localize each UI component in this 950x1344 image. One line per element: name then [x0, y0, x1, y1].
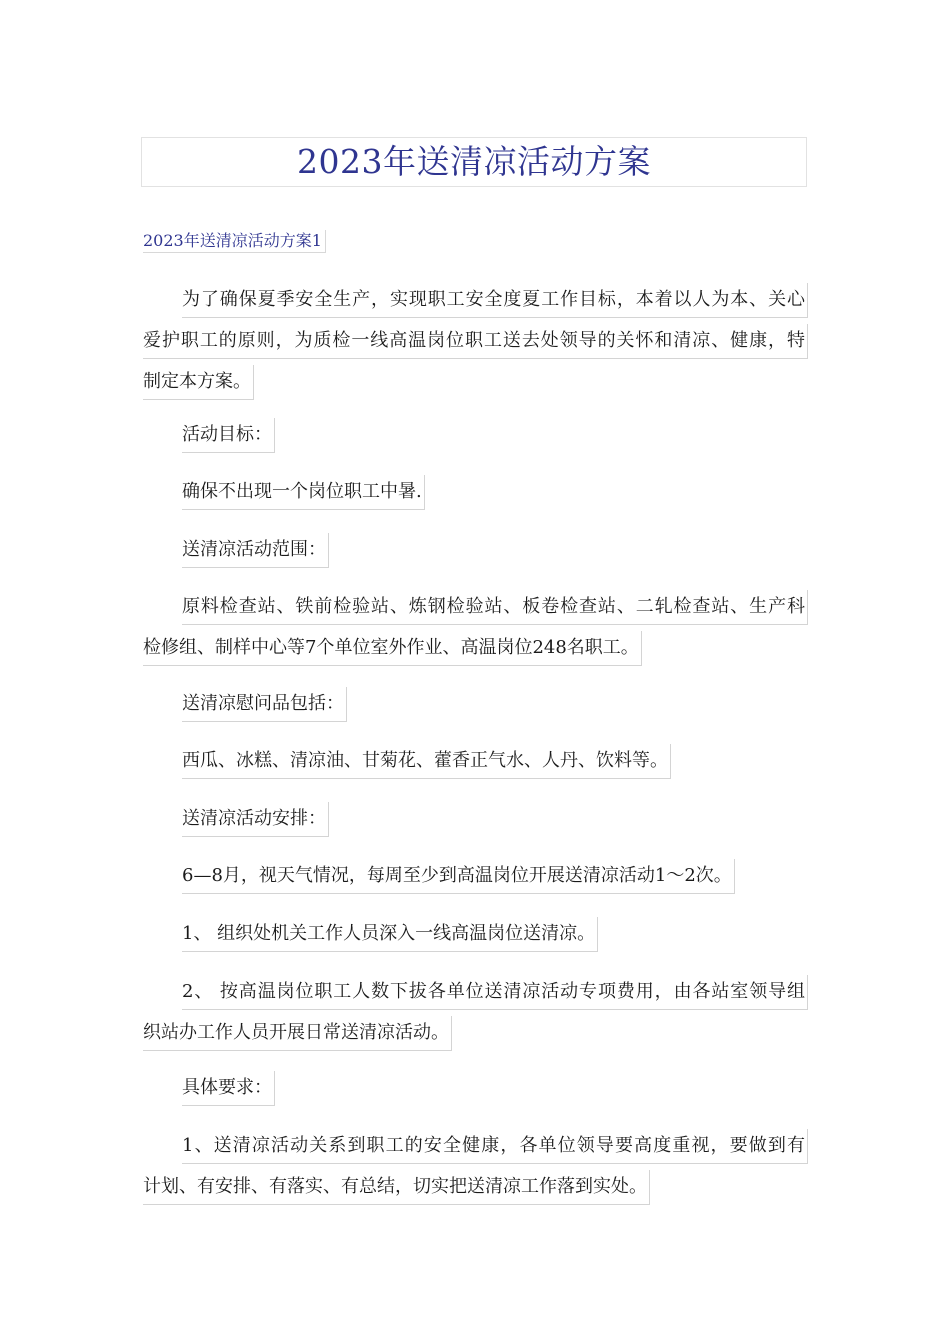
heading-arrangement: 送清凉活动安排：: [143, 798, 807, 839]
paragraph-line: 织站办工作人员开展日常送清凉活动。: [143, 1012, 807, 1053]
paragraph-line: 检修组、制样中心等7个单位室外作业、高温岗位248名职工。: [143, 627, 807, 668]
heading-activity-goal: 活动目标：: [143, 414, 807, 455]
paragraph-line: 爱护职工的原则，为质检一线高温岗位职工送去处领导的关怀和清凉、健康，特: [143, 320, 807, 361]
paragraph-line: 2、 按高温岗位职工人数下拔各单位送清凉活动专项费用，由各站室领导组: [143, 971, 807, 1012]
paragraph-arrangement: 6—8月，视天气情况，每周至少到高温岗位开展送清凉活动1～2次。: [143, 855, 807, 896]
heading-activity-scope: 送清凉活动范围：: [143, 529, 807, 570]
paragraph-item-2: [143, 971, 807, 1053]
paragraph-line: 制定本方案。: [143, 361, 807, 402]
paragraph-line: 1、送清凉活动关系到职工的安全健康，各单位领导要高度重视，要做到有: [143, 1125, 807, 1166]
heading-requirements: 具体要求：: [143, 1067, 807, 1108]
document-title: 2023年送清凉活动方案: [297, 142, 651, 181]
paragraph-requirement-1: [143, 1125, 807, 1207]
paragraph-gifts: 西瓜、冰糕、清凉油、甘菊花、藿香正气水、人丹、饮料等。: [143, 740, 807, 781]
document-title-box: [141, 137, 807, 187]
paragraph-goal: 确保不出现一个岗位职工中暑.: [143, 471, 807, 512]
paragraph-line: 为了确保夏季安全生产，实现职工安全度夏工作目标，本着以人为本、关心: [143, 279, 807, 320]
section-subtitle: 2023年送清凉活动方案1: [143, 230, 326, 253]
paragraph-scope: [143, 586, 807, 668]
paragraph-intro: [143, 279, 807, 402]
paragraph-line: 原料检查站、铁前检验站、炼钢检验站、板卷检查站、二轧检查站、生产科: [143, 586, 807, 627]
paragraph-line: 计划、有安排、有落实、有总结，切实把送清凉工作落到实处。: [143, 1166, 807, 1207]
paragraph-item-1: 1、 组织处机关工作人员深入一线高温岗位送清凉。: [143, 913, 807, 954]
heading-gifts: 送清凉慰问品包括：: [143, 683, 807, 724]
